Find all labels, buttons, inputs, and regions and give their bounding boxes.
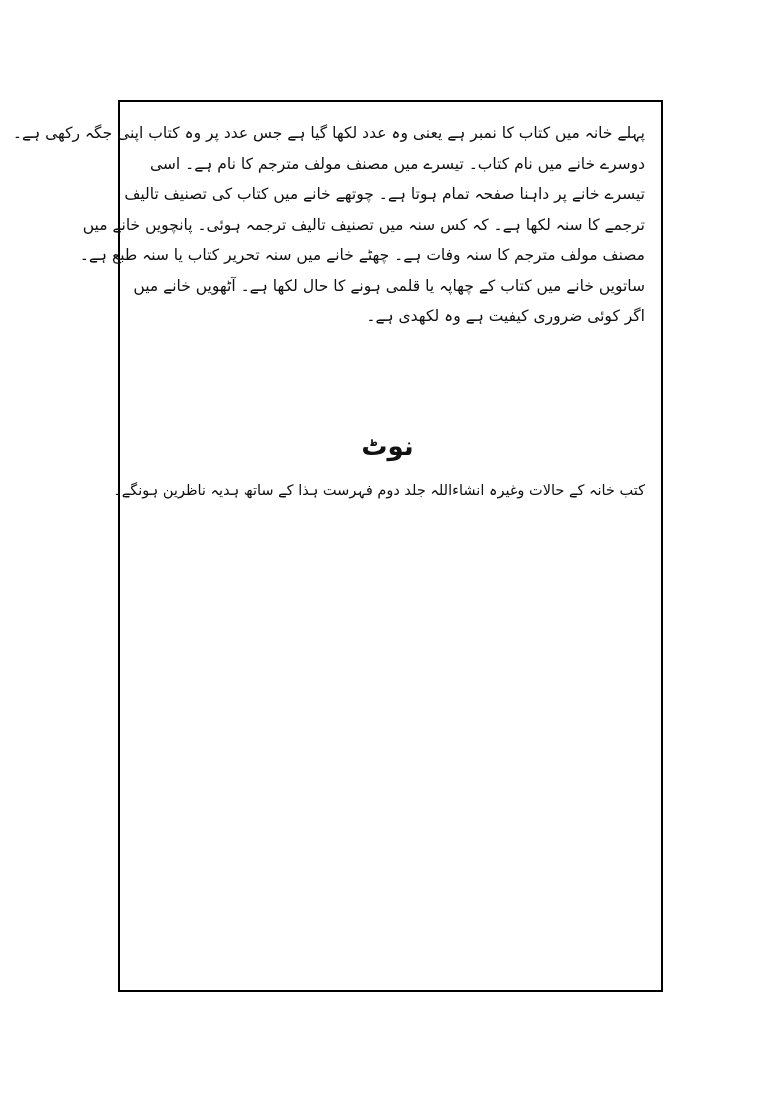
paragraph-line-2: دوسرے خانے میں نام کتاب۔ تیسرے میں مصنف مولف مترجم کا نام ہے۔ اسی — [149, 154, 645, 173]
note-text: کتب خانہ کے حالات وغیرہ انشاءاللہ جلد دوم فہرست ہذا کے ساتھ ہدیہ ناظرین ہونگے۔ — [113, 483, 645, 499]
paragraph-line-7: اگر کوئی ضروری کیفیت ہے وہ لکھدی ہے۔ — [366, 307, 645, 325]
note-heading: نوٹ — [361, 432, 414, 462]
paragraph-line-1: پہلے خانہ میں کتاب کا نمبر ہے یعنی وہ عدد لکھا گیا ہے جس عدد پر وہ کتاب اپنی جگہ رکھی ہے۔ — [12, 124, 645, 142]
paragraph-line-3: تیسرے خانے پر داہنا صفحہ تمام ہوتا ہے۔ چوتھے خانے میں کتاب کی تصنیف تالیف — [124, 185, 645, 203]
main-paragraph — [12, 118, 645, 332]
paragraph-line-4: ترجمے کا سنہ لکھا ہے۔ کہ کس سنہ میں تصنیف تالیف ترجمہ ہوئی۔ پانچویں خانے میں — [82, 215, 645, 234]
paragraph-line-5: مصنف مولف مترجم کا سنہ وفات ہے۔ چھٹے خانے میں سنہ تحریر کتاب یا سنہ طبع ہے۔ — [79, 246, 645, 264]
paragraph-line-6: ساتویں خانے میں کتاب کے چھاپہ یا قلمی ہونے کا حال لکھا ہے۔ آٹھویں خانے میں — [133, 276, 645, 295]
